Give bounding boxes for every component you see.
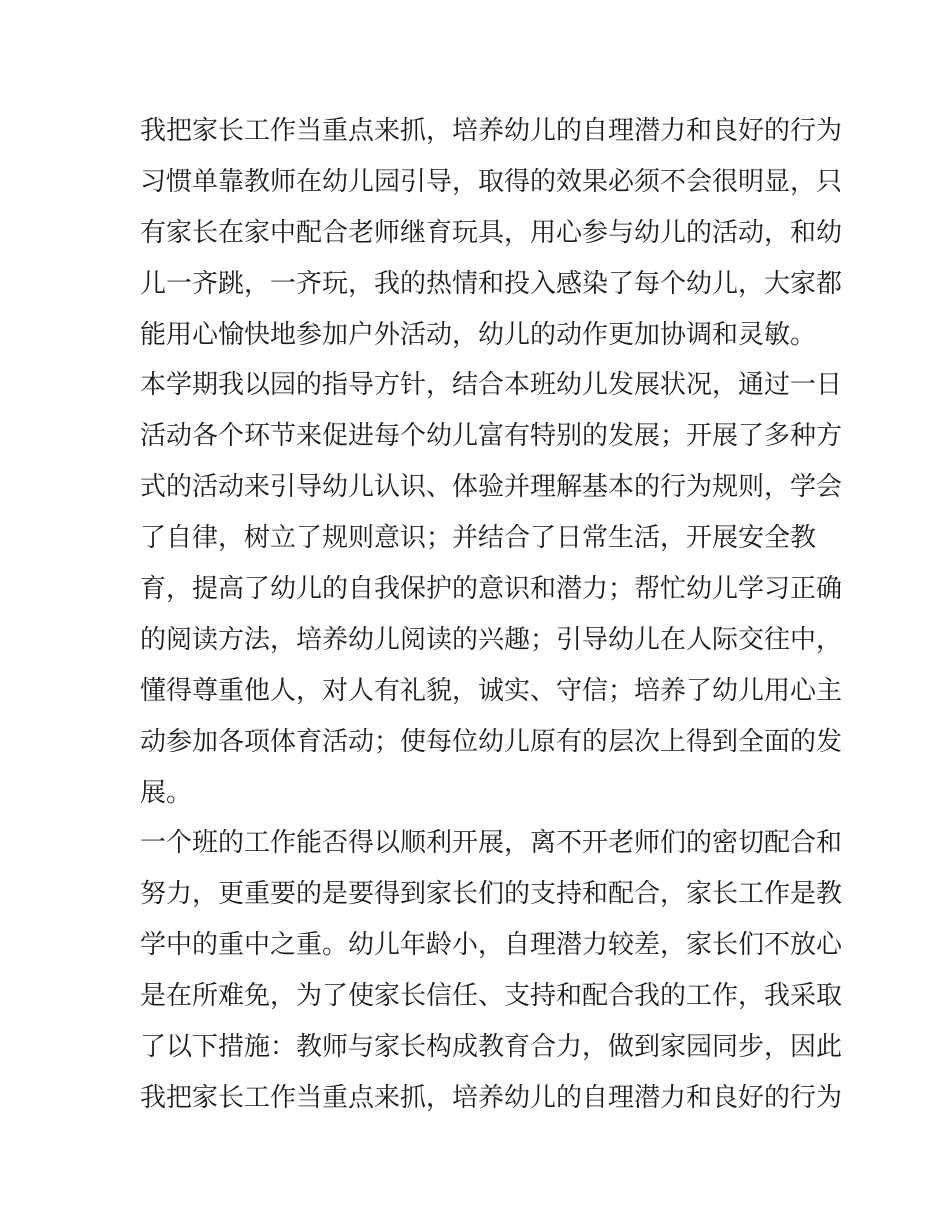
text-line: 了以下措施：教师与家长构成教育合力，做到家园同步，因此 bbox=[140, 1032, 843, 1063]
text-line: 有家长在家中配合老师继育玩具，用心参与幼儿的活动，和幼 bbox=[140, 217, 843, 248]
text-line: 育，提高了幼儿的自我保护的意识和潜力；帮忙幼儿学习正确 bbox=[140, 574, 843, 605]
text-line: 是在所难免，为了使家长信任、支持和配合我的工作，我采取 bbox=[140, 981, 843, 1012]
text-line: 懂得尊重他人，对人有礼貌，诚实、守信；培养了幼儿用心主 bbox=[140, 675, 843, 706]
text-line: 一个班的工作能否得以顺利开展，离不开老师们的密切配合和 bbox=[140, 828, 843, 859]
text-line: 式的活动来引导幼儿认识、体验并理解基本的行为规则，学会 bbox=[140, 472, 843, 503]
text-line: 努力，更重要的是要得到家长们的支持和配合，家长工作是教 bbox=[140, 879, 843, 910]
text-line: 了自律，树立了规则意识；并结合了日常生活，开展安全教 bbox=[140, 523, 817, 554]
text-line: 展。 bbox=[140, 777, 193, 808]
text-line: 能用心愉快地参加户外活动，幼儿的动作更加协调和灵敏。 bbox=[140, 319, 817, 350]
text-line: 习惯单靠教师在幼儿园引导，取得的效果必须不会很明显，只 bbox=[140, 166, 843, 197]
text-line: 活动各个环节来促进每个幼儿富有特别的发展；开展了多种方 bbox=[140, 421, 843, 452]
text-line: 儿一齐跳，一齐玩，我的热情和投入感染了每个幼儿，大家都 bbox=[140, 268, 843, 299]
text-line: 的阅读方法，培养幼儿阅读的兴趣；引导幼儿在人际交往中， bbox=[140, 624, 843, 655]
text-line: 本学期我以园的指导方针，结合本班幼儿发展状况，通过一日 bbox=[140, 370, 843, 401]
text-line: 学中的重中之重。幼儿年龄小，自理潜力较差，家长们不放心 bbox=[140, 930, 843, 961]
text-line: 动参加各项体育活动；使每位幼儿原有的层次上得到全面的发 bbox=[140, 726, 843, 757]
text-line: 我把家长工作当重点来抓，培养幼儿的自理潜力和良好的行为 bbox=[140, 116, 843, 146]
body-text bbox=[140, 106, 843, 1124]
text-line: 我把家长工作当重点来抓，培养幼儿的自理潜力和良好的行为 bbox=[140, 1082, 843, 1113]
